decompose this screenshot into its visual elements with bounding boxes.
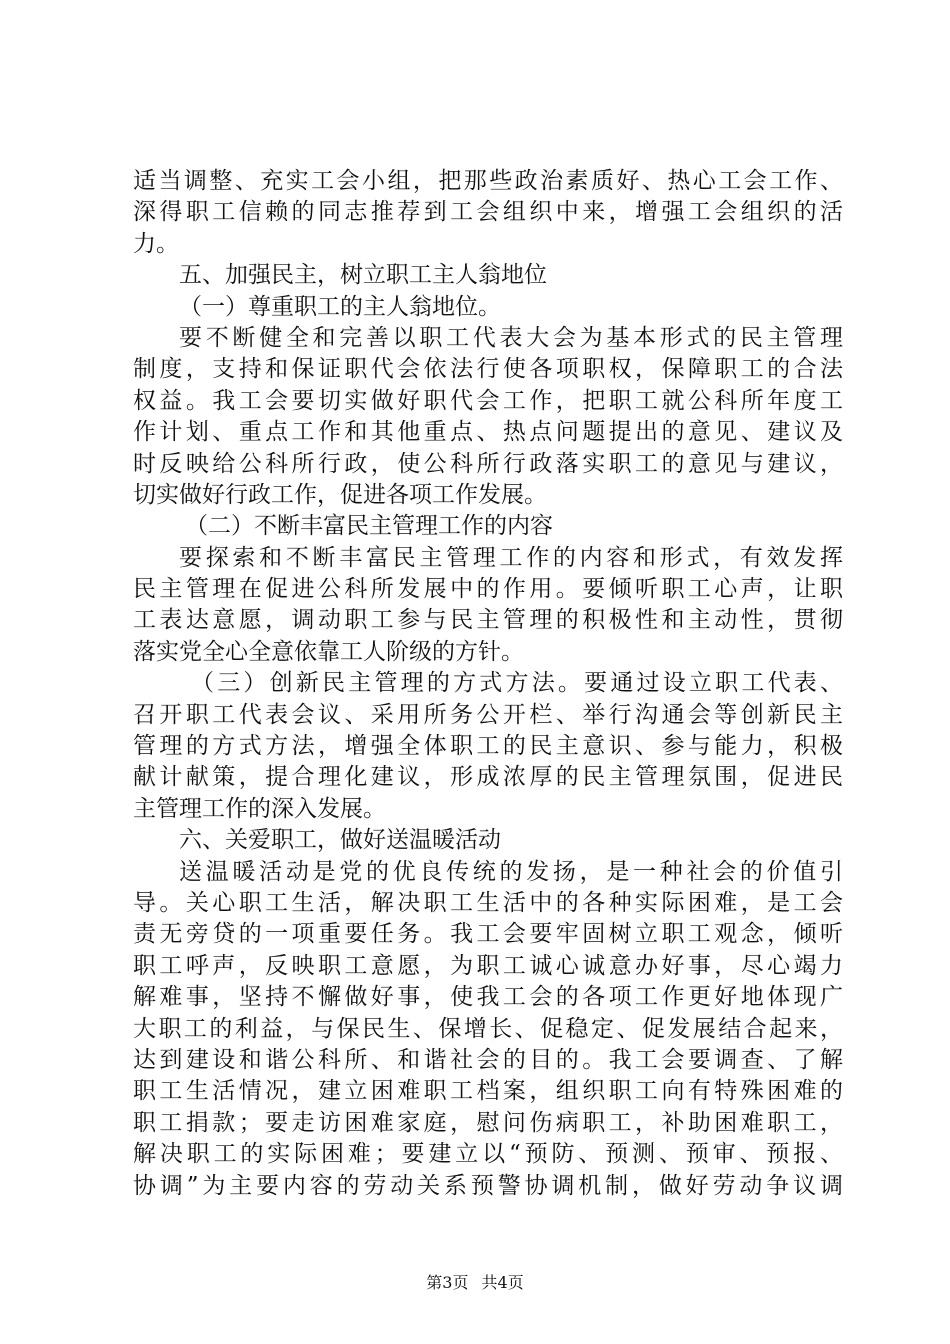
text-line: 权益。我工会要切实做好职代会工作，把职工就公科所年度工 bbox=[133, 387, 843, 414]
text-line: 送温暖活动是党的优良传统的发扬，是一种社会的价值引 bbox=[179, 858, 843, 885]
text-line: 管理的方式方法，增强全体职工的民主意识、参与能力，积极 bbox=[133, 733, 843, 760]
page-number: 第3页 bbox=[426, 1273, 469, 1292]
text-line: 导。关心职工生活，解决职工生活中的各种实际困难，是工会 bbox=[133, 889, 843, 916]
text-line: 工表达意愿，调动职工参与民主管理的积极性和主动性，贯彻 bbox=[133, 607, 843, 634]
text-line: 职工呼声，反映职工意愿，为职工诚心诚意办好事，尽心竭力 bbox=[133, 952, 843, 979]
text-line: 力。 bbox=[133, 230, 179, 257]
text-line: 职工捐款；要走访困难家庭，慰问伤病职工，补助困难职工， bbox=[133, 1109, 843, 1136]
page-footer bbox=[0, 1273, 950, 1293]
text-line: 召开职工代表会议、采用所务公开栏、举行沟通会等创新民主 bbox=[133, 701, 843, 728]
section-heading: 六、关爱职工，做好送温暖活动 bbox=[179, 827, 501, 854]
section-heading: 五、加强民主，树立职工主人翁地位 bbox=[179, 262, 547, 289]
text-line: 达到建设和谐公科所、和谐社会的目的。我工会要调查、了解 bbox=[133, 1046, 843, 1073]
text-line: 作计划、重点工作和其他重点、热点问题提出的意见、建议及 bbox=[133, 419, 843, 446]
text-line: 制度，支持和保证职代会依法行使各项职权，保障职工的合法 bbox=[133, 356, 843, 383]
text-line: 献计献策，提合理化建议，形成浓厚的民主管理氛围，促进民 bbox=[133, 764, 843, 791]
text-line: 民主管理在促进公科所发展中的作用。要倾听职工心声，让职 bbox=[133, 576, 843, 603]
text-line: 协调”为主要内容的劳动关系预警协调机制，做好劳动争议调 bbox=[133, 1172, 843, 1199]
text-line: 深得职工信赖的同志推荐到工会组织中来，增强工会组织的活 bbox=[133, 199, 843, 226]
text-line: 主管理工作的深入发展。 bbox=[133, 795, 386, 822]
text-line: 解难事，坚持不懈做好事，使我工会的各项工作更好地体现广 bbox=[133, 984, 843, 1011]
text-line: 责无旁贷的一项重要任务。我工会要牢固树立职工观念，倾听 bbox=[133, 921, 843, 948]
text-line: 大职工的利益，与保民生、保增长、促稳定、促发展结合起来， bbox=[133, 1015, 843, 1042]
document-body bbox=[133, 166, 843, 1202]
text-line: 落实党全心全意依靠工人阶级的方针。 bbox=[133, 638, 524, 665]
subsection-heading: （二）不断丰富民主管理工作的内容 bbox=[185, 513, 553, 540]
text-line: 要不断健全和完善以职工代表大会为基本形式的民主管理 bbox=[179, 324, 843, 351]
text-line: 适当调整、充实工会小组，把那些政治素质好、热心工会工作、 bbox=[133, 168, 843, 194]
text-line: 职工生活情况，建立困难职工档案，组织职工向有特殊困难的 bbox=[133, 1078, 843, 1105]
text-line: 时反映给公科所行政，使公科所行政落实职工的意见与建议， bbox=[133, 450, 843, 477]
page-total: 共4页 bbox=[481, 1273, 524, 1292]
subsection-heading: （三）创新民主管理的方式方法。要通过设立职工代表、 bbox=[191, 670, 843, 697]
subsection-heading: （一）尊重职工的主人翁地位。 bbox=[179, 293, 501, 320]
text-line: 解决职工的实际困难；要建立以“预防、预测、预审、预报、 bbox=[133, 1141, 843, 1168]
text-line: 要探索和不断丰富民主管理工作的内容和形式，有效发挥 bbox=[179, 544, 843, 571]
text-line: 切实做好行政工作，促进各项工作发展。 bbox=[133, 481, 547, 508]
